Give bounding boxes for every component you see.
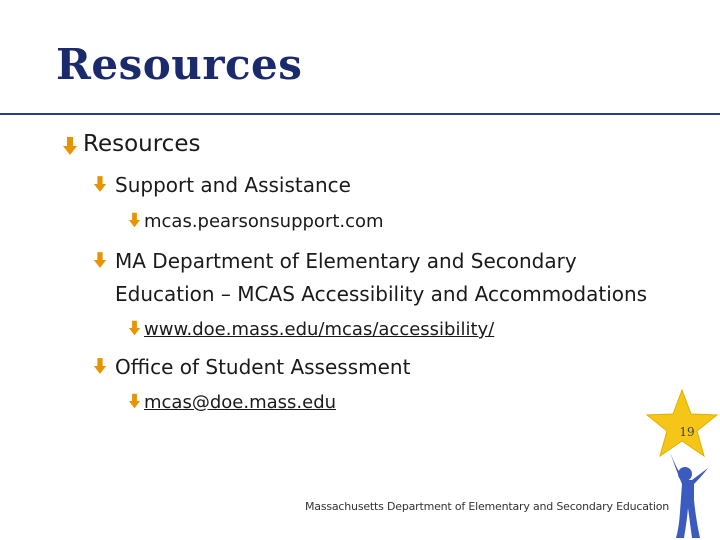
page-number: 19 [679, 425, 695, 439]
down-arrow-bullet-icon [93, 175, 107, 193]
bullet-osa: Office of Student Assessment [115, 355, 411, 379]
down-arrow-bullet-icon [62, 136, 78, 156]
down-arrow-bullet-icon [128, 320, 141, 336]
bullet-support: Support and Assistance [115, 173, 351, 197]
osa-email-link[interactable]: mcas@doe.mass.edu [144, 392, 337, 413]
down-arrow-bullet-icon [93, 357, 107, 375]
down-arrow-bullet-icon [93, 251, 107, 269]
down-arrow-bullet-icon [128, 212, 141, 228]
dese-link[interactable]: www.doe.mass.edu/mcas/accessibility/ [144, 319, 495, 340]
bullet-resources: Resources [83, 131, 201, 157]
star-figure-logo-icon [640, 380, 720, 540]
bullet-dese-line2: Education – MCAS Accessibility and Accommodations [115, 282, 648, 306]
support-link[interactable]: mcas.pearsonsupport.com [144, 211, 384, 232]
down-arrow-bullet-icon [128, 393, 141, 409]
bullet-dese-line1: MA Department of Elementary and Secondary [115, 249, 577, 273]
page-title: Resources [56, 40, 303, 89]
title-underline [0, 113, 720, 115]
footer-text: Massachusetts Department of Elementary and Secondary Education [305, 500, 670, 513]
